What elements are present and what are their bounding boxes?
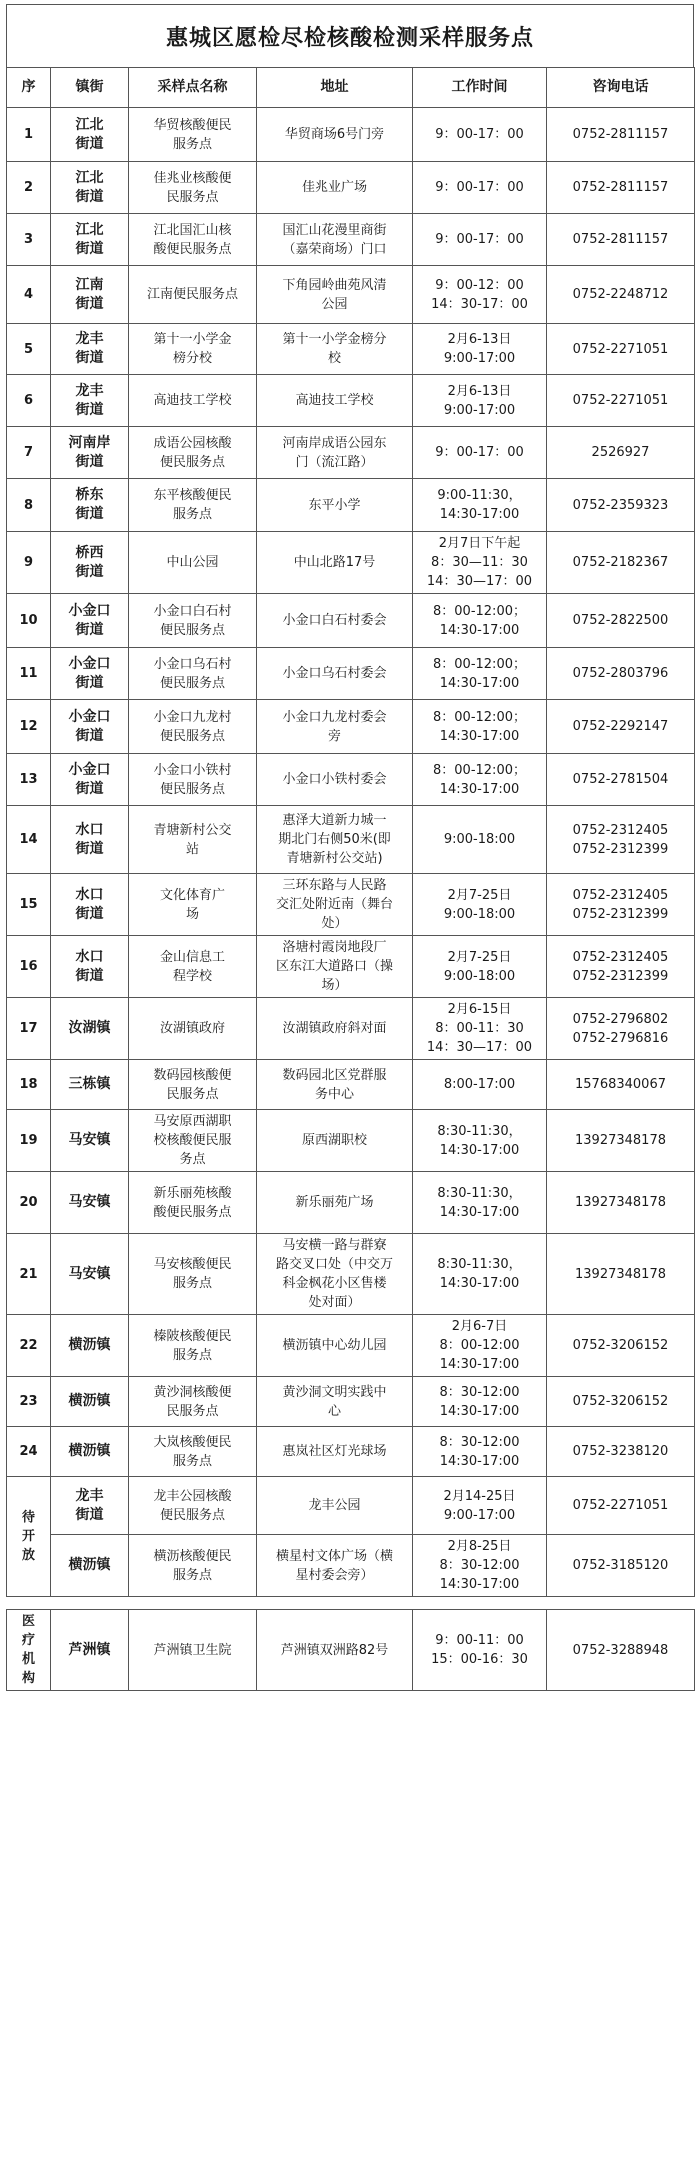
cell-site-name: 数码园核酸便 民服务点 <box>129 1060 257 1110</box>
sampling-sites-sheet <box>6 4 694 1691</box>
cell-address: 三环东路与人民路 交汇处附近南（舞台 处） <box>257 874 413 936</box>
cell-phone: 13927348178 <box>547 1110 695 1172</box>
cell-seq: 16 <box>7 936 51 998</box>
medical-row <box>7 1610 695 1691</box>
cell-site-name: 小金口乌石村 便民服务点 <box>129 648 257 700</box>
table-row <box>7 648 695 700</box>
pending-group-label: 待 开 放 <box>7 1477 51 1597</box>
cell-seq: 12 <box>7 700 51 754</box>
header-seq: 序 <box>7 68 51 108</box>
cell-site-name: 文化体育广 场 <box>129 874 257 936</box>
cell-phone: 0752-2781504 <box>547 754 695 806</box>
cell-seq: 2 <box>7 162 51 214</box>
cell-phone: 0752-3238120 <box>547 1427 695 1477</box>
cell-site-name: 小金口九龙村 便民服务点 <box>129 700 257 754</box>
cell-hours: 9：00-17：00 <box>413 108 547 162</box>
table-row <box>7 324 695 375</box>
page-title: 惠城区愿检尽检核酸检测采样服务点 <box>6 4 694 67</box>
medical-phone: 0752-3288948 <box>547 1610 695 1691</box>
table-row <box>7 1427 695 1477</box>
medical-group-label: 医 疗 机 构 <box>7 1610 51 1691</box>
table-row <box>7 1234 695 1315</box>
cell-address: 数码园北区党群服 务中心 <box>257 1060 413 1110</box>
cell-street: 横沥镇 <box>51 1377 129 1427</box>
cell-street: 江北 街道 <box>51 214 129 266</box>
cell-site-name: 高迪技工学校 <box>129 375 257 427</box>
cell-address: 惠岚社区灯光球场 <box>257 1427 413 1477</box>
cell-site-name: 榛陂核酸便民 服务点 <box>129 1315 257 1377</box>
cell-phone: 15768340067 <box>547 1060 695 1110</box>
cell-site-name: 江南便民服务点 <box>129 266 257 324</box>
cell-phone: 0752-3206152 <box>547 1315 695 1377</box>
table-row <box>7 427 695 479</box>
cell-hours: 9：00-17：00 <box>413 162 547 214</box>
cell-street: 小金口 街道 <box>51 700 129 754</box>
cell-site-name: 小金口小铁村 便民服务点 <box>129 754 257 806</box>
cell-address: 洛塘村霞岗地段厂 区东江大道路口（操 场） <box>257 936 413 998</box>
cell-phone: 0752-2811157 <box>547 162 695 214</box>
cell-hours: 2月7-25日 9:00-18:00 <box>413 874 547 936</box>
table-row <box>7 806 695 874</box>
cell-seq: 8 <box>7 479 51 532</box>
cell-address: 原西湖职校 <box>257 1110 413 1172</box>
cell-address: 小金口乌石村委会 <box>257 648 413 700</box>
cell-phone: 0752-2312405 0752-2312399 <box>547 936 695 998</box>
cell-seq: 15 <box>7 874 51 936</box>
cell-address: 新乐丽苑广场 <box>257 1172 413 1234</box>
table-row <box>7 266 695 324</box>
table-row <box>7 998 695 1060</box>
cell-site-name: 大岚核酸便民 服务点 <box>129 1427 257 1477</box>
cell-address: 汝湖镇政府斜对面 <box>257 998 413 1060</box>
cell-hours: 9：00-12：00 14：30-17：00 <box>413 266 547 324</box>
cell-hours: 2月14-25日 9:00-17:00 <box>413 1477 547 1535</box>
cell-address: 横星村文体广场（横 星村委会旁） <box>257 1535 413 1597</box>
cell-seq: 21 <box>7 1234 51 1315</box>
table-row <box>7 1172 695 1234</box>
cell-address: 华贸商场6号门旁 <box>257 108 413 162</box>
cell-address: 惠泽大道新力城一 期北门右侧50米(即 青塘新村公交站) <box>257 806 413 874</box>
cell-site-name: 龙丰公园核酸 便民服务点 <box>129 1477 257 1535</box>
cell-hours: 2月6-13日 9:00-17:00 <box>413 375 547 427</box>
cell-hours: 8：30-12:00 14:30-17:00 <box>413 1427 547 1477</box>
table-row <box>7 754 695 806</box>
cell-address: 高迪技工学校 <box>257 375 413 427</box>
cell-hours: 8：00-12:00； 14:30-17:00 <box>413 700 547 754</box>
pending-row <box>7 1535 695 1597</box>
cell-site-name: 东平核酸便民 服务点 <box>129 479 257 532</box>
cell-address: 马安横一路与群寮 路交叉口处（中交万 科金枫花小区售楼 处对面） <box>257 1234 413 1315</box>
cell-hours: 8：30-12:00 14:30-17:00 <box>413 1377 547 1427</box>
cell-street: 水口 街道 <box>51 806 129 874</box>
cell-street: 水口 街道 <box>51 936 129 998</box>
cell-address: 第十一小学金榜分 校 <box>257 324 413 375</box>
cell-street: 龙丰 街道 <box>51 375 129 427</box>
cell-site-name: 横沥核酸便民 服务点 <box>129 1535 257 1597</box>
cell-seq: 17 <box>7 998 51 1060</box>
cell-seq: 13 <box>7 754 51 806</box>
table-row <box>7 1377 695 1427</box>
cell-hours: 9：00-17：00 <box>413 427 547 479</box>
cell-hours: 8：00-12:00； 14:30-17:00 <box>413 594 547 648</box>
cell-street: 桥东 街道 <box>51 479 129 532</box>
cell-hours: 2月7-25日 9:00-18:00 <box>413 936 547 998</box>
cell-street: 汝湖镇 <box>51 998 129 1060</box>
table-row <box>7 874 695 936</box>
cell-phone: 0752-2271051 <box>547 1477 695 1535</box>
table-header-row <box>7 68 695 108</box>
table-row <box>7 1060 695 1110</box>
table-row <box>7 594 695 648</box>
cell-seq: 1 <box>7 108 51 162</box>
cell-hours: 2月6-13日 9:00-17:00 <box>413 324 547 375</box>
cell-street: 马安镇 <box>51 1234 129 1315</box>
cell-seq: 24 <box>7 1427 51 1477</box>
table-row <box>7 936 695 998</box>
medical-institution-table <box>6 1609 695 1691</box>
cell-hours: 2月6-7日 8：00-12:00 14:30-17:00 <box>413 1315 547 1377</box>
cell-site-name: 马安核酸便民 服务点 <box>129 1234 257 1315</box>
medical-street: 芦洲镇 <box>51 1610 129 1691</box>
cell-site-name: 成语公园核酸 便民服务点 <box>129 427 257 479</box>
cell-hours: 8:30-11:30， 14:30-17:00 <box>413 1234 547 1315</box>
table-row <box>7 214 695 266</box>
header-street: 镇街 <box>51 68 129 108</box>
cell-address: 国汇山花漫里商街 （嘉荣商场）门口 <box>257 214 413 266</box>
cell-street: 桥西 街道 <box>51 532 129 594</box>
cell-phone: 13927348178 <box>547 1172 695 1234</box>
cell-seq: 14 <box>7 806 51 874</box>
cell-seq: 3 <box>7 214 51 266</box>
cell-street: 小金口 街道 <box>51 594 129 648</box>
header-site-name: 采样点名称 <box>129 68 257 108</box>
cell-phone: 2526927 <box>547 427 695 479</box>
cell-street: 江北 街道 <box>51 108 129 162</box>
sampling-sites-table <box>6 67 695 1597</box>
header-hours: 工作时间 <box>413 68 547 108</box>
table-row <box>7 479 695 532</box>
cell-phone: 0752-2292147 <box>547 700 695 754</box>
cell-hours: 8：00-12:00； 14:30-17:00 <box>413 648 547 700</box>
cell-phone: 0752-2312405 0752-2312399 <box>547 874 695 936</box>
cell-hours: 8：00-12:00； 14:30-17:00 <box>413 754 547 806</box>
cell-phone: 13927348178 <box>547 1234 695 1315</box>
cell-site-name: 汝湖镇政府 <box>129 998 257 1060</box>
cell-street: 横沥镇 <box>51 1535 129 1597</box>
table-row <box>7 700 695 754</box>
cell-hours: 2月8-25日 8：30-12:00 14:30-17:00 <box>413 1535 547 1597</box>
table-row <box>7 1315 695 1377</box>
cell-phone: 0752-2248712 <box>547 266 695 324</box>
medical-address: 芦洲镇双洲路82号 <box>257 1610 413 1691</box>
section-gap <box>6 1597 694 1609</box>
cell-phone: 0752-2271051 <box>547 324 695 375</box>
cell-seq: 22 <box>7 1315 51 1377</box>
header-phone: 咨询电话 <box>547 68 695 108</box>
cell-hours: 9：00-17：00 <box>413 214 547 266</box>
cell-seq: 4 <box>7 266 51 324</box>
cell-address: 黄沙洞文明实践中 心 <box>257 1377 413 1427</box>
cell-hours: 8:30-11:30， 14:30-17:00 <box>413 1110 547 1172</box>
cell-street: 三栋镇 <box>51 1060 129 1110</box>
cell-address: 小金口小铁村委会 <box>257 754 413 806</box>
cell-phone: 0752-2822500 <box>547 594 695 648</box>
cell-address: 下角园岭曲苑风清 公园 <box>257 266 413 324</box>
cell-phone: 0752-2796802 0752-2796816 <box>547 998 695 1060</box>
cell-street: 龙丰 街道 <box>51 1477 129 1535</box>
cell-site-name: 黄沙洞核酸便 民服务点 <box>129 1377 257 1427</box>
cell-street: 马安镇 <box>51 1172 129 1234</box>
table-row <box>7 108 695 162</box>
cell-street: 江南 街道 <box>51 266 129 324</box>
cell-phone: 0752-3206152 <box>547 1377 695 1427</box>
cell-address: 横沥镇中心幼儿园 <box>257 1315 413 1377</box>
cell-site-name: 小金口白石村 便民服务点 <box>129 594 257 648</box>
cell-address: 中山北路17号 <box>257 532 413 594</box>
table-row <box>7 162 695 214</box>
cell-seq: 6 <box>7 375 51 427</box>
medical-hours: 9：00-11：00 15：00-16：30 <box>413 1610 547 1691</box>
table-row <box>7 375 695 427</box>
cell-address: 河南岸成语公园东 门（流江路） <box>257 427 413 479</box>
cell-street: 横沥镇 <box>51 1315 129 1377</box>
cell-address: 小金口白石村委会 <box>257 594 413 648</box>
cell-seq: 19 <box>7 1110 51 1172</box>
medical-site-name: 芦洲镇卫生院 <box>129 1610 257 1691</box>
cell-street: 河南岸 街道 <box>51 427 129 479</box>
cell-site-name: 华贸核酸便民 服务点 <box>129 108 257 162</box>
cell-address: 佳兆业广场 <box>257 162 413 214</box>
cell-phone: 0752-2811157 <box>547 108 695 162</box>
table-row <box>7 1110 695 1172</box>
cell-seq: 9 <box>7 532 51 594</box>
cell-site-name: 第十一小学金 榜分校 <box>129 324 257 375</box>
cell-hours: 2月6-15日 8：00-11：30 14：30—17：00 <box>413 998 547 1060</box>
cell-street: 马安镇 <box>51 1110 129 1172</box>
cell-street: 龙丰 街道 <box>51 324 129 375</box>
cell-phone: 0752-2312405 0752-2312399 <box>547 806 695 874</box>
cell-seq: 23 <box>7 1377 51 1427</box>
cell-phone: 0752-2811157 <box>547 214 695 266</box>
table-row <box>7 532 695 594</box>
cell-seq: 18 <box>7 1060 51 1110</box>
cell-street: 江北 街道 <box>51 162 129 214</box>
cell-phone: 0752-2271051 <box>547 375 695 427</box>
cell-site-name: 江北国汇山核 酸便民服务点 <box>129 214 257 266</box>
cell-phone: 0752-2359323 <box>547 479 695 532</box>
cell-hours: 2月7日下午起 8：30—11：30 14：30—17：00 <box>413 532 547 594</box>
cell-phone: 0752-2182367 <box>547 532 695 594</box>
header-address: 地址 <box>257 68 413 108</box>
cell-site-name: 青塘新村公交 站 <box>129 806 257 874</box>
cell-street: 水口 街道 <box>51 874 129 936</box>
cell-street: 横沥镇 <box>51 1427 129 1477</box>
cell-street: 小金口 街道 <box>51 754 129 806</box>
cell-phone: 0752-2803796 <box>547 648 695 700</box>
cell-seq: 10 <box>7 594 51 648</box>
cell-address: 小金口九龙村委会 旁 <box>257 700 413 754</box>
cell-seq: 20 <box>7 1172 51 1234</box>
cell-street: 小金口 街道 <box>51 648 129 700</box>
cell-seq: 5 <box>7 324 51 375</box>
cell-seq: 11 <box>7 648 51 700</box>
table-body <box>7 108 695 1597</box>
cell-hours: 9:00-18:00 <box>413 806 547 874</box>
cell-hours: 8:30-11:30， 14:30-17:00 <box>413 1172 547 1234</box>
cell-address: 龙丰公园 <box>257 1477 413 1535</box>
cell-hours: 8:00-17:00 <box>413 1060 547 1110</box>
cell-seq: 7 <box>7 427 51 479</box>
cell-site-name: 金山信息工 程学校 <box>129 936 257 998</box>
cell-site-name: 马安原西湖职 校核酸便民服 务点 <box>129 1110 257 1172</box>
cell-hours: 9:00-11:30， 14:30-17:00 <box>413 479 547 532</box>
cell-site-name: 佳兆业核酸便 民服务点 <box>129 162 257 214</box>
cell-phone: 0752-3185120 <box>547 1535 695 1597</box>
pending-row <box>7 1477 695 1535</box>
cell-site-name: 新乐丽苑核酸 酸便民服务点 <box>129 1172 257 1234</box>
cell-site-name: 中山公园 <box>129 532 257 594</box>
cell-address: 东平小学 <box>257 479 413 532</box>
